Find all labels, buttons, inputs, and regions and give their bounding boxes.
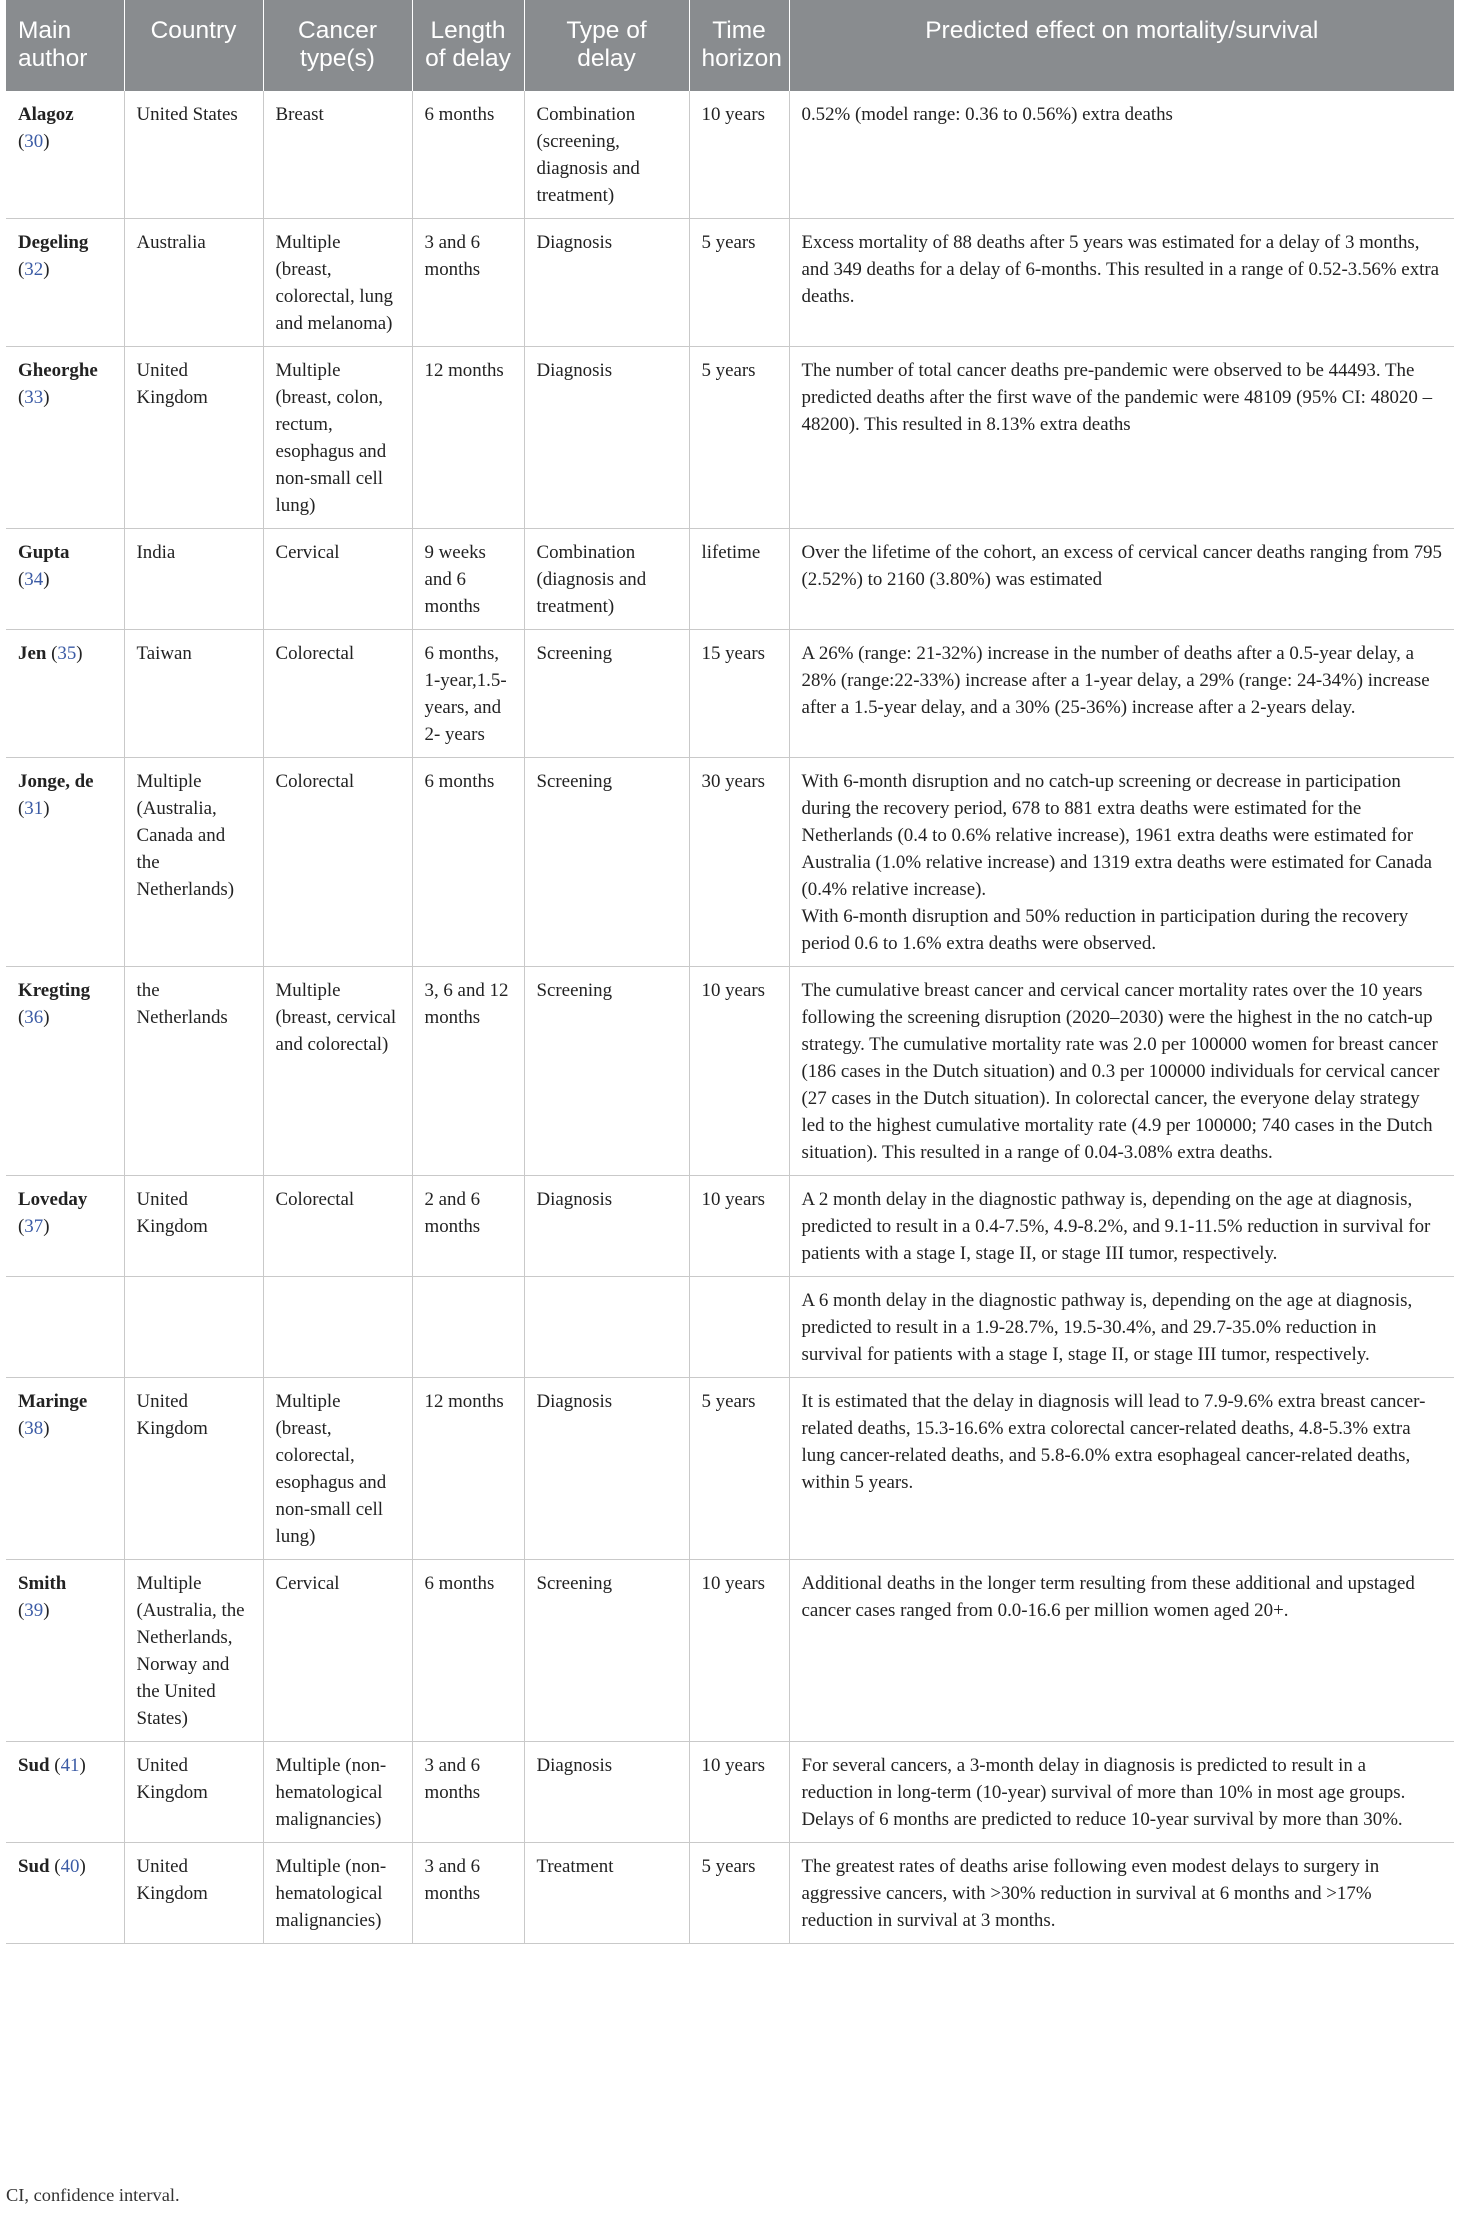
cell-time-horizon: 10 years (689, 1742, 789, 1843)
cell-type-of-delay: Diagnosis (524, 1742, 689, 1843)
table-row (6, 1176, 1454, 1277)
reference-link[interactable]: 37 (24, 1216, 44, 1237)
cell-main-author: Maringe (38) (6, 1378, 124, 1560)
cell-type-of-delay: Diagnosis (524, 1176, 689, 1277)
author-name: Loveday (18, 1189, 88, 1210)
cell-length-of-delay: 2 and 6 months (412, 1176, 524, 1277)
cell-type-of-delay: Diagnosis (524, 347, 689, 529)
header-main-author: Main author (6, 0, 124, 91)
table-body (6, 91, 1454, 1944)
author-name: Sud (18, 1856, 50, 1877)
cell-length-of-delay: 9 weeks and 6 months (412, 529, 524, 630)
cell-length-of-delay: 3 and 6 months (412, 1742, 524, 1843)
cell-length-of-delay: 6 months (412, 1560, 524, 1742)
cell-predicted-effect (789, 758, 1454, 967)
author-name: Jen (18, 643, 47, 664)
table-row (6, 1742, 1454, 1843)
cell-main-author: Sud (41) (6, 1742, 124, 1843)
cell-predicted-effect (789, 1176, 1454, 1277)
effect-paragraph: For several cancers, a 3-month delay in diagnosis is predicted to result in a reduction in long-term (10-year) survival of more than 10% in most age groups. Delays of 6 months are predicted to reduce 10-year survival by more than 30%. (801, 1755, 1406, 1830)
cell-predicted-effect (789, 1378, 1454, 1560)
table-row (6, 219, 1454, 347)
cell-type-of-delay: Screening (524, 967, 689, 1176)
cell-cancer-types: Colorectal (263, 758, 412, 967)
cell-predicted-effect (789, 1742, 1454, 1843)
cell-country: United Kingdom (124, 1843, 263, 1944)
table-row (6, 1560, 1454, 1742)
cell-predicted-effect (789, 529, 1454, 630)
cell-main-author: Jonge, de (31) (6, 758, 124, 967)
table-row (6, 1378, 1454, 1560)
cell-type-of-delay: Combination (diagnosis and treatment) (524, 529, 689, 630)
cell-time-horizon: 10 years (689, 91, 789, 219)
effect-paragraph: Excess mortality of 88 deaths after 5 years was estimated for a delay of 3 months, and 349 deaths for a delay of 6-months. This resulted in a range of 0.52-3.56% extra deaths. (801, 232, 1440, 307)
cell-cancer-types: Colorectal (263, 1176, 412, 1277)
cell-country (124, 1277, 263, 1378)
cell-main-author: Gheorghe (33) (6, 347, 124, 529)
cell-length-of-delay (412, 1277, 524, 1378)
cell-cancer-types: Multiple (breast, colorectal, esophagus and non-small cell lung) (263, 1378, 412, 1560)
header-row (6, 0, 1454, 91)
cell-country: Multiple (Australia, the Netherlands, Norway and the United States) (124, 1560, 263, 1742)
effect-paragraph: The cumulative breast cancer and cervical cancer mortality rates over the 10 years following the screening disruption (2020–2030) were the highest in the no catch-up strategy. The cumulative mortality rate was 2.0 per 100000 women for breast cancer (186 cases in the Dutch situation) and 0.3 per 100000 individuals for cervical cancer (27 cases in the Dutch situation). In colorectal cancer, the everyone delay strategy led to the highest cumulative mortality rate (4.9 per 100000; 740 cases in the Dutch situation). This resulted in a range of 0.04-3.08% extra deaths. (801, 980, 1440, 1163)
cell-time-horizon: 5 years (689, 1843, 789, 1944)
cell-time-horizon: 5 years (689, 1378, 789, 1560)
cell-country: Taiwan (124, 630, 263, 758)
author-name: Kregting (18, 980, 91, 1001)
table-row (6, 529, 1454, 630)
author-name: Alagoz (18, 104, 74, 125)
table-container (6, 0, 1454, 1944)
table-row (6, 1843, 1454, 1944)
author-name: Jonge, de (18, 771, 94, 792)
reference-link[interactable]: 38 (24, 1418, 44, 1439)
cell-time-horizon: 15 years (689, 630, 789, 758)
reference-link[interactable]: 35 (57, 643, 77, 664)
effect-paragraph: With 6-month disruption and 50% reduction in participation during the recovery period 0.6 to 1.6% extra deaths were observed. (801, 906, 1409, 954)
table-row (6, 630, 1454, 758)
cell-type-of-delay: Diagnosis (524, 1378, 689, 1560)
cell-country: Australia (124, 219, 263, 347)
cell-length-of-delay: 6 months (412, 91, 524, 219)
effect-paragraph: Additional deaths in the longer term resulting from these additional and upstaged cancer cases ranged from 0.0-16.6 per million women aged 20+. (801, 1573, 1415, 1621)
cell-country: Multiple (Australia, Canada and the Netherlands) (124, 758, 263, 967)
author-name: Degeling (18, 232, 89, 253)
cell-time-horizon: 10 years (689, 967, 789, 1176)
effect-paragraph: It is estimated that the delay in diagnosis will lead to 7.9-9.6% extra breast cancer-related deaths, 15.3-16.6% extra colorectal cancer-related deaths, 4.8-5.3% extra lung cancer-related deaths, and 5.8-6.0% extra esophageal cancer-related deaths, within 5 years. (801, 1391, 1426, 1493)
cell-predicted-effect (789, 1560, 1454, 1742)
cell-main-author: Sud (40) (6, 1843, 124, 1944)
cell-cancer-types: Cervical (263, 529, 412, 630)
cell-main-author (6, 1277, 124, 1378)
cell-time-horizon: 5 years (689, 219, 789, 347)
cell-type-of-delay: Screening (524, 630, 689, 758)
cell-predicted-effect (789, 630, 1454, 758)
cell-main-author: Jen (35) (6, 630, 124, 758)
cell-main-author: Alagoz (30) (6, 91, 124, 219)
author-name: Sud (18, 1755, 50, 1776)
table-row (6, 91, 1454, 219)
cell-predicted-effect (789, 967, 1454, 1176)
cell-country: United Kingdom (124, 1742, 263, 1843)
cell-country: India (124, 529, 263, 630)
cell-predicted-effect (789, 1277, 1454, 1378)
reference-link[interactable]: 39 (24, 1600, 44, 1621)
cell-cancer-types: Colorectal (263, 630, 412, 758)
cell-time-horizon: 10 years (689, 1176, 789, 1277)
cell-cancer-types: Multiple (breast, cervical and colorectal) (263, 967, 412, 1176)
cell-predicted-effect (789, 1843, 1454, 1944)
cell-predicted-effect (789, 347, 1454, 529)
effect-paragraph: A 6 month delay in the diagnostic pathway is, depending on the age at diagnosis, predicted to result in a 1.9-28.7%, 19.5-30.4%, and 29.7-35.0% reduction in survival for patients with a stage I, stage II, or stage III tumor, respectively. (801, 1290, 1413, 1365)
header-country: Country (124, 0, 263, 91)
author-name: Gheorghe (18, 360, 98, 381)
cell-type-of-delay: Screening (524, 1560, 689, 1742)
cell-cancer-types (263, 1277, 412, 1378)
cell-main-author: Degeling (32) (6, 219, 124, 347)
cell-cancer-types: Multiple (non-hematological malignancies) (263, 1742, 412, 1843)
cell-type-of-delay: Treatment (524, 1843, 689, 1944)
results-table (6, 0, 1454, 1944)
cell-cancer-types: Breast (263, 91, 412, 219)
header-length-of-delay: Length of delay (412, 0, 524, 91)
cell-country: United Kingdom (124, 347, 263, 529)
table-row (6, 347, 1454, 529)
cell-time-horizon: 5 years (689, 347, 789, 529)
cell-type-of-delay: Combination (screening, diagnosis and treatment) (524, 91, 689, 219)
author-name: Gupta (18, 542, 70, 563)
reference-link[interactable]: 36 (24, 1007, 44, 1028)
reference-link[interactable]: 32 (24, 259, 44, 280)
cell-type-of-delay: Screening (524, 758, 689, 967)
cell-country: United States (124, 91, 263, 219)
effect-paragraph: A 2 month delay in the diagnostic pathway is, depending on the age at diagnosis, predicted to result in a 0.4-7.5%, 4.9-8.2%, and 9.1-11.5% reduction in survival for patients with a stage I, stage II, or stage III tumor, respectively. (801, 1189, 1431, 1264)
header-type-of-delay: Type of delay (524, 0, 689, 91)
cell-cancer-types: Multiple (non-hematological malignancies) (263, 1843, 412, 1944)
cell-cancer-types: Multiple (breast, colorectal, lung and melanoma) (263, 219, 412, 347)
cell-time-horizon: lifetime (689, 529, 789, 630)
table-row (6, 758, 1454, 967)
cell-cancer-types: Multiple (breast, colon, rectum, esophagus and non-small cell lung) (263, 347, 412, 529)
cell-country: the Netherlands (124, 967, 263, 1176)
table-header (6, 0, 1454, 91)
cell-length-of-delay: 3 and 6 months (412, 219, 524, 347)
header-predicted-effect: Predicted effect on mortality/survival (789, 0, 1454, 91)
header-cancer-types: Cancer type(s) (263, 0, 412, 91)
cell-country: United Kingdom (124, 1378, 263, 1560)
cell-length-of-delay: 6 months (412, 758, 524, 967)
cell-time-horizon (689, 1277, 789, 1378)
cell-main-author: Smith (39) (6, 1560, 124, 1742)
effect-paragraph: Over the lifetime of the cohort, an excess of cervical cancer deaths ranging from 795 (2.52%) to 2160 (3.80%) was estimated (801, 542, 1442, 590)
header-time-horizon: Time horizon (689, 0, 789, 91)
cell-length-of-delay: 6 months, 1-year,1.5-years, and 2- years (412, 630, 524, 758)
author-name: Smith (18, 1573, 67, 1594)
author-name: Maringe (18, 1391, 88, 1412)
effect-paragraph: 0.52% (model range: 0.36 to 0.56%) extra deaths (801, 104, 1173, 125)
cell-main-author: Gupta (34) (6, 529, 124, 630)
cell-type-of-delay (524, 1277, 689, 1378)
reference-link[interactable]: 34 (24, 569, 44, 590)
cell-predicted-effect (789, 91, 1454, 219)
reference-link[interactable]: 30 (24, 131, 44, 152)
effect-paragraph: The greatest rates of deaths arise following even modest delays to surgery in aggressive cancers, with >30% reduction in survival at 6 months and >17% reduction in survival at 3 months. (801, 1856, 1380, 1931)
cell-time-horizon: 10 years (689, 1560, 789, 1742)
effect-paragraph: A 26% (range: 21-32%) increase in the number of deaths after a 0.5-year delay, a 28% (range:22-33%) increase after a 1-year delay, a 29% (range: 24-34%) increase after a 1.5-year delay, and a 30% (25-36%) increase after a 2-years delay. (801, 643, 1430, 718)
cell-length-of-delay: 12 months (412, 347, 524, 529)
cell-country: United Kingdom (124, 1176, 263, 1277)
table-row (6, 967, 1454, 1176)
table-row (6, 1277, 1454, 1378)
cell-predicted-effect (789, 219, 1454, 347)
table-footnote: CI, confidence interval. (6, 2185, 180, 2205)
reference-link[interactable]: 31 (24, 798, 44, 819)
reference-link[interactable]: 33 (24, 387, 44, 408)
reference-link[interactable]: 41 (60, 1755, 80, 1776)
cell-main-author: Loveday (37) (6, 1176, 124, 1277)
effect-paragraph: With 6-month disruption and no catch-up screening or decrease in participation during the recovery period, 678 to 881 extra deaths were estimated for the Netherlands (0.4 to 0.6% relative increase), 1961 extra deaths were estimated for Australia (1.0% relative increase) and 1319 extra deaths were estimated for Canada (0.4% relative increase). (801, 771, 1432, 900)
cell-cancer-types: Cervical (263, 1560, 412, 1742)
cell-length-of-delay: 3 and 6 months (412, 1843, 524, 1944)
cell-type-of-delay: Diagnosis (524, 219, 689, 347)
cell-time-horizon: 30 years (689, 758, 789, 967)
effect-paragraph: The number of total cancer deaths pre-pandemic were observed to be 44493. The predicted deaths after the first wave of the pandemic were 48109 (95% CI: 48020 – 48200). This resulted in 8.13% extra deaths (801, 360, 1433, 435)
cell-length-of-delay: 3, 6 and 12 months (412, 967, 524, 1176)
reference-link[interactable]: 40 (60, 1856, 80, 1877)
cell-length-of-delay: 12 months (412, 1378, 524, 1560)
cell-main-author: Kregting (36) (6, 967, 124, 1176)
